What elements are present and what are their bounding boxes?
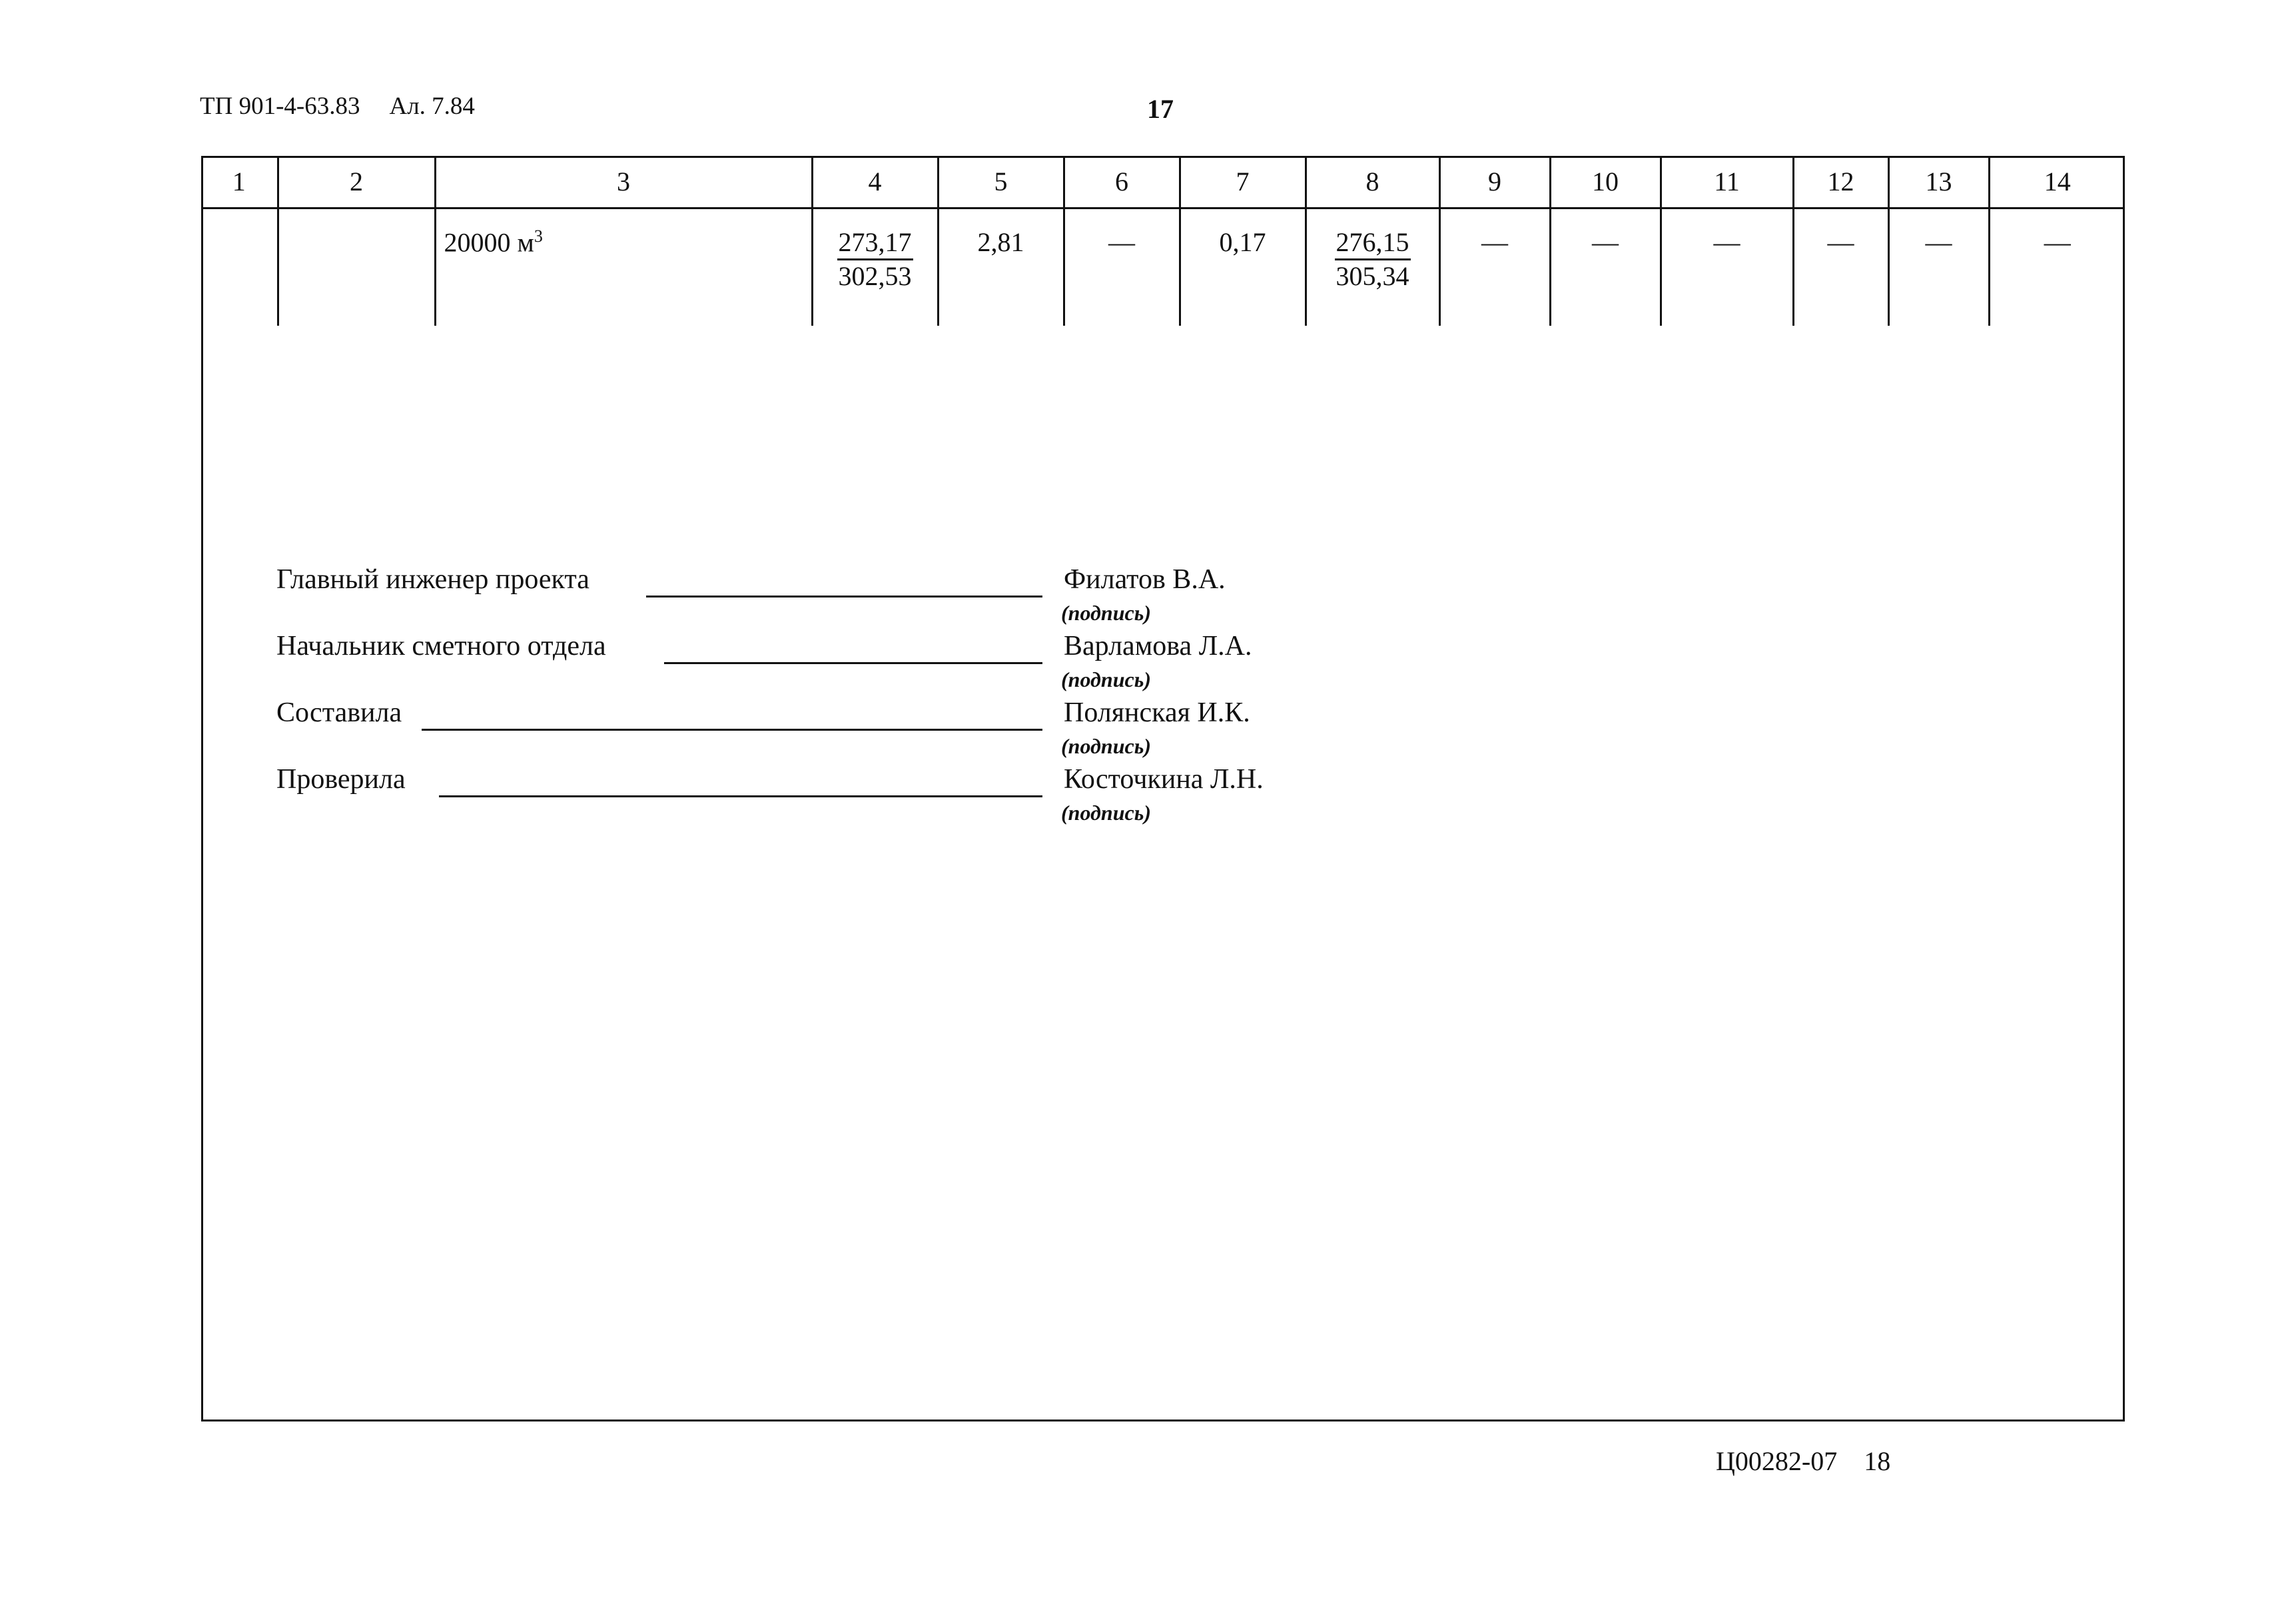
signature-name: Полянская И.К. (1064, 697, 1250, 728)
fraction-denominator: 302,53 (838, 261, 912, 291)
signature-role: Проверила (276, 764, 406, 795)
column-number-row (201, 156, 2125, 208)
cell-5: 2,81 (938, 208, 1064, 326)
signature-name: Варламова Л.А. (1064, 631, 1252, 661)
fraction-numerator: 273,17 (837, 226, 913, 260)
volume-unit-exponent: 3 (534, 226, 543, 246)
col-header-11: 11 (1661, 156, 1793, 208)
signature-name: Филатов В.А. (1064, 564, 1226, 595)
cell-8 (1306, 208, 1439, 326)
estimate-table (201, 156, 2125, 326)
footer-doc-code: Ц00282-07 (1716, 1446, 1838, 1476)
cell-13: — (1888, 208, 1989, 326)
col-header-10: 10 (1550, 156, 1661, 208)
signature-caption: (подпись) (1061, 801, 1151, 825)
signature-line (422, 729, 1042, 731)
col-header-14: 14 (1989, 156, 2125, 208)
signature-caption: (подпись) (1061, 667, 1151, 691)
signature-estimate-head (276, 630, 1342, 691)
fraction-denominator: 305,34 (1336, 261, 1409, 291)
cell-4 (812, 208, 938, 326)
cell-10: — (1550, 208, 1661, 326)
signature-caption: (подпись) (1061, 734, 1151, 758)
footer-sheet-number: 18 (1864, 1446, 1891, 1476)
cell-3 (435, 208, 812, 326)
signature-line (439, 795, 1042, 797)
col-header-4: 4 (812, 156, 938, 208)
cell-9: — (1439, 208, 1550, 326)
fraction-cell-8 (1335, 226, 1411, 292)
col-header-5: 5 (938, 156, 1064, 208)
table-row (201, 208, 2125, 326)
col-header-1: 1 (201, 156, 278, 208)
cell-12: — (1793, 208, 1888, 326)
col-header-3: 3 (435, 156, 812, 208)
cell-2 (278, 208, 435, 326)
signature-chief-engineer (276, 564, 1342, 625)
signature-role: Главный инженер проекта (276, 564, 589, 595)
col-header-8: 8 (1306, 156, 1439, 208)
cell-11: — (1661, 208, 1793, 326)
doc-code: ТП 901-4-63.83 (200, 93, 360, 120)
signature-role: Составила (276, 697, 402, 728)
signature-line (664, 662, 1042, 664)
page-number: 17 (1147, 94, 1174, 124)
fraction-cell-4 (837, 226, 913, 292)
volume-value: 20000 м (444, 227, 534, 258)
col-header-7: 7 (1180, 156, 1306, 208)
col-header-13: 13 (1888, 156, 1989, 208)
col-header-2: 2 (278, 156, 435, 208)
signature-compiled-by (276, 697, 1342, 758)
cell-1 (201, 208, 278, 326)
album-number: Ал. 7.84 (389, 93, 475, 120)
cell-7: 0,17 (1180, 208, 1306, 326)
signature-role: Начальник сметного отдела (276, 631, 606, 661)
cell-14: — (1989, 208, 2125, 326)
col-header-12: 12 (1793, 156, 1888, 208)
signature-line (646, 596, 1042, 598)
cell-6: — (1064, 208, 1180, 326)
col-header-6: 6 (1064, 156, 1180, 208)
document-code-header (200, 92, 475, 121)
col-header-9: 9 (1439, 156, 1550, 208)
signature-checked-by (276, 763, 1342, 825)
fraction-numerator: 276,15 (1335, 226, 1411, 260)
footer-code (1716, 1445, 1890, 1477)
signature-name: Косточкина Л.Н. (1064, 764, 1264, 795)
signature-caption: (подпись) (1061, 601, 1151, 625)
